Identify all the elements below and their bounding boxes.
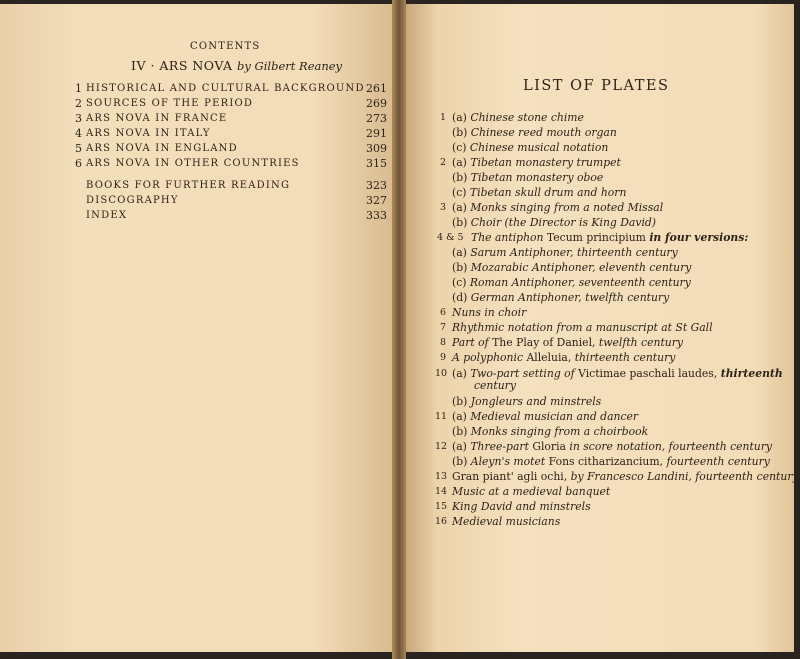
plate-entry xyxy=(452,261,691,274)
contents-heading: CONTENTS xyxy=(190,41,261,52)
plate-letter: (a) xyxy=(452,410,467,423)
plate-number: 16 xyxy=(435,516,448,527)
chapter-title: HISTORICAL AND CULTURAL BACKGROUND xyxy=(86,83,365,94)
plate-caption: Chinese reed mouth organ xyxy=(470,126,617,139)
plate-work-title: Gran piant' agli ochi, xyxy=(452,470,568,483)
chapter-page: 261 xyxy=(366,82,387,95)
plate-number: 11 xyxy=(435,411,448,422)
plate-work-title: Alleluia, xyxy=(526,351,572,364)
part-name: IV · ARS NOVA xyxy=(131,58,233,73)
plate-caption: Medieval musician and dancer xyxy=(470,410,639,423)
plate-caption: Two-part setting of xyxy=(470,367,575,380)
plate-entry xyxy=(452,440,772,453)
plate-work-title: Gloria xyxy=(532,440,566,453)
back-matter-page: 327 xyxy=(366,194,387,207)
book-gutter xyxy=(392,0,406,659)
plate-entry xyxy=(452,276,691,289)
plate-caption: Tibetan monastery trumpet xyxy=(470,156,621,169)
plate-work-title: Tecum principium xyxy=(546,231,646,244)
plate-entry xyxy=(452,201,663,214)
plate-entry xyxy=(452,291,669,304)
plate-number: 12 xyxy=(435,441,448,452)
plate-entry xyxy=(452,395,601,408)
plate-letter: (a) xyxy=(452,156,467,169)
plate-caption: twelfth century xyxy=(598,336,683,349)
plate-letter: (a) xyxy=(452,111,467,124)
chapter-title: ARS NOVA IN ITALY xyxy=(86,128,211,139)
plate-number: 7 xyxy=(440,322,447,333)
plate-number: 15 xyxy=(435,501,448,512)
plate-letter: (b) xyxy=(452,216,468,229)
plate-entry xyxy=(452,186,626,199)
plate-caption: Mozarabic Antiphoner, eleventh century xyxy=(470,261,692,274)
plate-number: 3 xyxy=(440,202,447,213)
plate-caption-continued: century xyxy=(474,379,516,392)
chapter-number: 3 xyxy=(75,112,82,125)
plate-letter: (b) xyxy=(452,395,468,408)
plate-number: 9 xyxy=(440,352,447,363)
plate-number: 10 xyxy=(435,368,448,379)
chapter-number: 5 xyxy=(75,142,82,155)
plate-caption: Tibetan monastery oboe xyxy=(470,171,604,184)
plate-caption: Medieval musicians xyxy=(452,515,561,528)
plate-letter: (b) xyxy=(452,261,468,274)
part-author: by Gilbert Reaney xyxy=(237,59,343,73)
plate-entry xyxy=(452,126,617,139)
plate-caption: Jongleurs and minstrels xyxy=(470,395,602,408)
chapter-number: 4 xyxy=(75,127,82,140)
chapter-page: 309 xyxy=(366,142,387,155)
chapter-number: 6 xyxy=(75,157,82,170)
back-matter-page: 323 xyxy=(366,179,387,192)
plate-caption: Monks singing from a choirbook xyxy=(470,425,649,438)
plate-letter: (a) xyxy=(452,367,467,380)
plate-caption: thirteenth century xyxy=(574,351,676,364)
back-matter-page: 333 xyxy=(366,209,387,222)
plate-caption: in score notation, fourteenth century xyxy=(569,440,773,453)
plate-caption: by Francesco Landini, fourteenth century xyxy=(570,470,799,483)
plate-letter: (c) xyxy=(452,186,467,199)
plate-entry xyxy=(452,351,675,364)
plate-number: 2 xyxy=(440,157,447,168)
plate-number: 8 xyxy=(440,337,447,348)
chapter-title: ARS NOVA IN OTHER COUNTRIES xyxy=(86,158,300,169)
plate-entry xyxy=(452,216,656,229)
plate-letter: (b) xyxy=(452,126,468,139)
plate-caption: Chinese musical notation xyxy=(469,141,609,154)
plate-entry xyxy=(452,171,603,184)
plate-letter: (a) xyxy=(452,440,467,453)
back-matter-title: INDEX xyxy=(86,210,128,221)
part-title xyxy=(131,58,342,73)
plate-entry xyxy=(452,425,648,438)
plate-entry xyxy=(452,410,638,423)
chapter-page: 269 xyxy=(366,97,387,110)
plate-caption: Aleyn's motet xyxy=(470,455,546,468)
plate-caption: Roman Antiphoner, seventeenth century xyxy=(469,276,691,289)
plate-caption: Tibetan skull drum and horn xyxy=(469,186,627,199)
chapter-title: ARS NOVA IN FRANCE xyxy=(86,113,228,124)
plate-letter: (d) xyxy=(452,291,468,304)
plate-entry xyxy=(452,470,799,483)
chapter-page: 291 xyxy=(366,127,387,140)
plate-caption: The antiphon xyxy=(471,231,544,244)
plates-heading: LIST OF PLATES xyxy=(523,78,670,94)
plate-entry xyxy=(452,141,608,154)
plate-caption: Monks singing from a noted Missal xyxy=(470,201,664,214)
plate-caption: Chinese stone chime xyxy=(470,111,584,124)
plate-caption: Part of xyxy=(452,336,489,349)
plate-work-title: The Play of Daniel, xyxy=(492,336,596,349)
plate-caption: A polyphonic xyxy=(452,351,524,364)
plate-caption: Rhythmic notation from a manuscript at St Gall xyxy=(452,321,713,334)
plate-letter: (c) xyxy=(452,141,467,154)
plate-entry xyxy=(471,231,748,244)
chapter-number: 1 xyxy=(75,82,82,95)
chapter-number: 2 xyxy=(75,97,82,110)
plate-number: 14 xyxy=(435,486,448,497)
plate-caption: fourteenth century xyxy=(666,455,770,468)
plate-caption: Sarum Antiphoner, thirteenth century xyxy=(470,246,678,259)
plate-number: 13 xyxy=(435,471,448,482)
plate-number: 4 & 5 xyxy=(437,232,464,243)
plate-caption: Three-part xyxy=(470,440,529,453)
plate-letter: (c) xyxy=(452,276,467,289)
plate-work-title: Victimae paschali laudes, xyxy=(578,367,718,380)
plate-caption: King David and minstrels xyxy=(452,500,591,513)
chapter-page: 273 xyxy=(366,112,387,125)
back-matter-title: BOOKS FOR FURTHER READING xyxy=(86,180,291,191)
plate-letter: (b) xyxy=(452,171,468,184)
plate-number: 6 xyxy=(440,307,447,318)
plate-entry xyxy=(452,336,683,349)
plate-letter: (b) xyxy=(452,455,468,468)
chapter-title: SOURCES OF THE PERIOD xyxy=(86,98,254,109)
plate-letter: (a) xyxy=(452,246,467,259)
plate-entry xyxy=(452,111,584,124)
plate-entry xyxy=(452,246,678,259)
plate-entry xyxy=(452,156,621,169)
plate-letter: (a) xyxy=(452,201,467,214)
plate-entry xyxy=(452,455,770,468)
plate-caption: Choir (the Director is King David) xyxy=(470,216,657,229)
plate-caption: thirteenth xyxy=(720,367,783,380)
back-matter-title: DISCOGRAPHY xyxy=(86,195,179,206)
plate-caption: Music at a medieval banquet xyxy=(452,485,611,498)
plate-caption: Nuns in choir xyxy=(452,306,527,319)
plate-caption: in four versions: xyxy=(649,231,749,244)
plate-caption: German Antiphoner, twelfth century xyxy=(470,291,670,304)
chapter-page: 315 xyxy=(366,157,387,170)
plate-letter: (b) xyxy=(452,425,468,438)
chapter-title: ARS NOVA IN ENGLAND xyxy=(86,143,238,154)
plate-number: 1 xyxy=(440,112,447,123)
plate-work-title: Fons citharizancium, xyxy=(548,455,664,468)
